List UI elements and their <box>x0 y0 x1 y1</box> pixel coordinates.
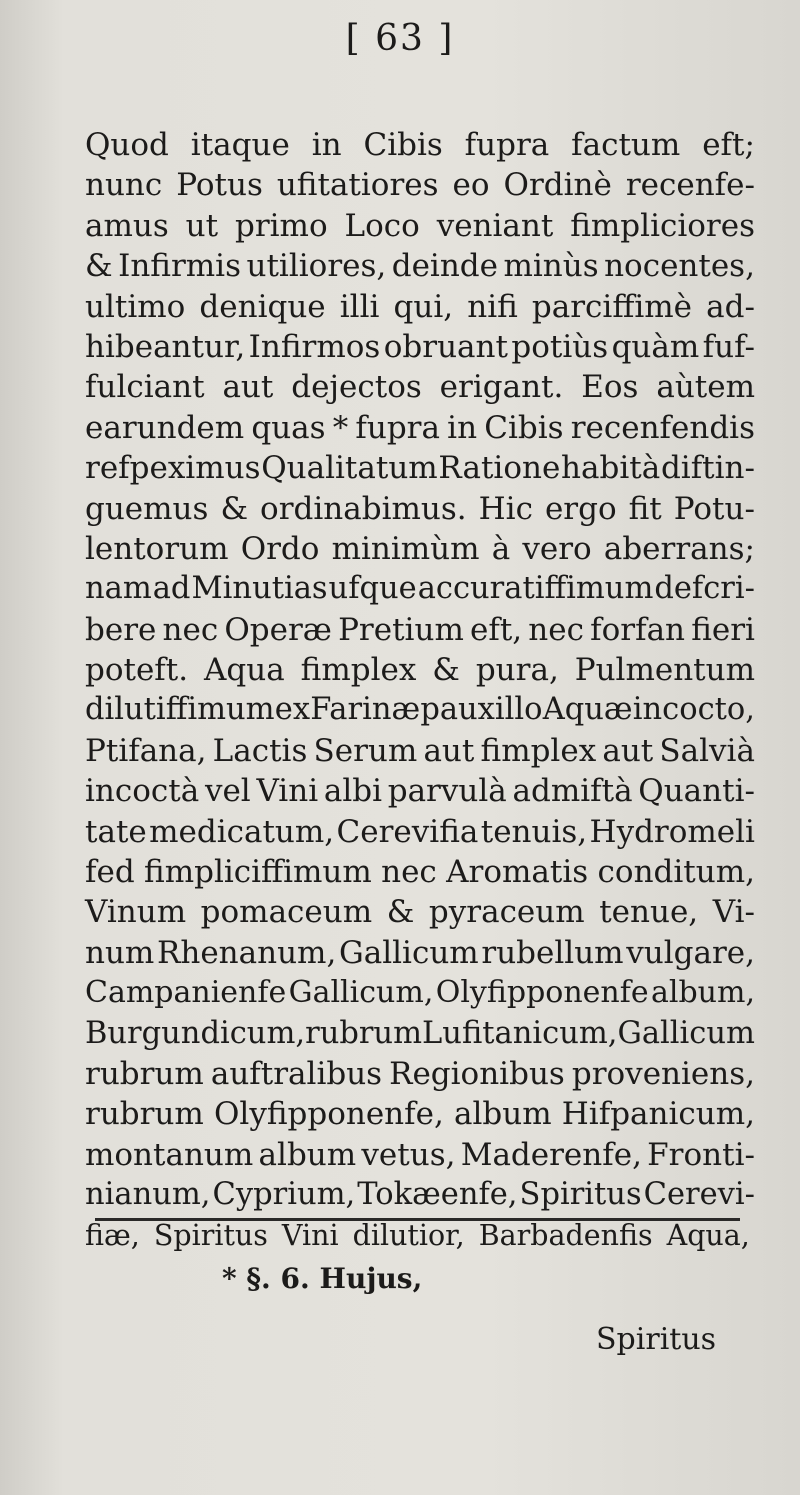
text-line: incoctà vel Vini albi parvulà admiftà Quanti- <box>85 773 755 810</box>
text-line: Quod itaque in Cibis fupra factum eft; <box>85 127 755 163</box>
text-line: tate medicatum, Cerevifia tenuis, Hydromeli <box>85 813 755 850</box>
text-line: num Rhenanum, Gallicum rubellum vulgare, <box>85 934 755 971</box>
text-line: rubrum Olyfipponenfe, album Hifpanicum, <box>85 1096 755 1133</box>
footnote-rule <box>95 1218 740 1221</box>
text-line: Campanienfe Gallicum, Olyfipponenfe album, <box>85 975 755 1011</box>
text-line: fed fimpliciffimum nec Aromatis conditum, <box>85 854 755 891</box>
text-line: lentorum Ordo minimùm à vero aberrans; <box>85 530 755 567</box>
body-text <box>85 125 755 1256</box>
text-line: earundem quas * fupra in Cibis recenfendis <box>85 409 755 446</box>
text-line: fulciant aut dejectos erigant. Eos aùtem <box>85 369 755 406</box>
text-line: poteft. Aqua fimplex & pura, Pulmentum <box>85 652 755 689</box>
text-line: nianum, Cyprium, Tokæenfe, Spiritus Cerevi- <box>85 1177 755 1213</box>
text-line: guemus & ordinabimus. Hic ergo fit Potu- <box>85 490 755 527</box>
text-line: amus ut primo Loco veniant fimpliciores <box>85 207 755 244</box>
text-line: ultimo denique illi qui, nifi parciffimè ad- <box>85 288 755 325</box>
catchword: Spiritus <box>596 1322 717 1357</box>
text-line: montanum album vetus, Maderenfe, Fronti- <box>85 1136 755 1173</box>
text-line: fiæ, Spiritus Vini dilutior, Barbadenfis Aqua, <box>85 1218 750 1252</box>
text-line: nam ad Minutias ufque accuratiffimum defcri- <box>85 571 755 607</box>
footnote: * §. 6. Hujus, <box>222 1262 423 1295</box>
text-line: Vinum pomaceum & pyraceum tenue, Vi- <box>85 894 755 931</box>
text-line: hibeantur, Infirmos obruant potiùs quàm fuf- <box>85 328 755 365</box>
text-line: & Infirmis utiliores, deinde minùs nocentes, <box>85 248 755 285</box>
text-line: Burgundicum, rubrum Lufitanicum, Gallicum <box>85 1015 755 1051</box>
text-line: refpeximus Qualitatum Ratione habità diftin- <box>85 450 755 487</box>
text-line: Ptifana, Lactis Serum aut fimplex aut Salvià <box>85 732 755 769</box>
text-line: rubrum auftralibus Regionibus proveniens, <box>85 1055 755 1092</box>
text-line: bere nec Operæ Pretium eft, nec forfan fieri <box>85 611 755 648</box>
text-line: dilutiffimum ex Farinæ pauxillo Aquæ incocto, <box>85 692 755 728</box>
text-line: nunc Potus ufitatiores eo Ordinè recenfe- <box>85 167 755 204</box>
page-number: [ 63 ] <box>345 18 455 59</box>
